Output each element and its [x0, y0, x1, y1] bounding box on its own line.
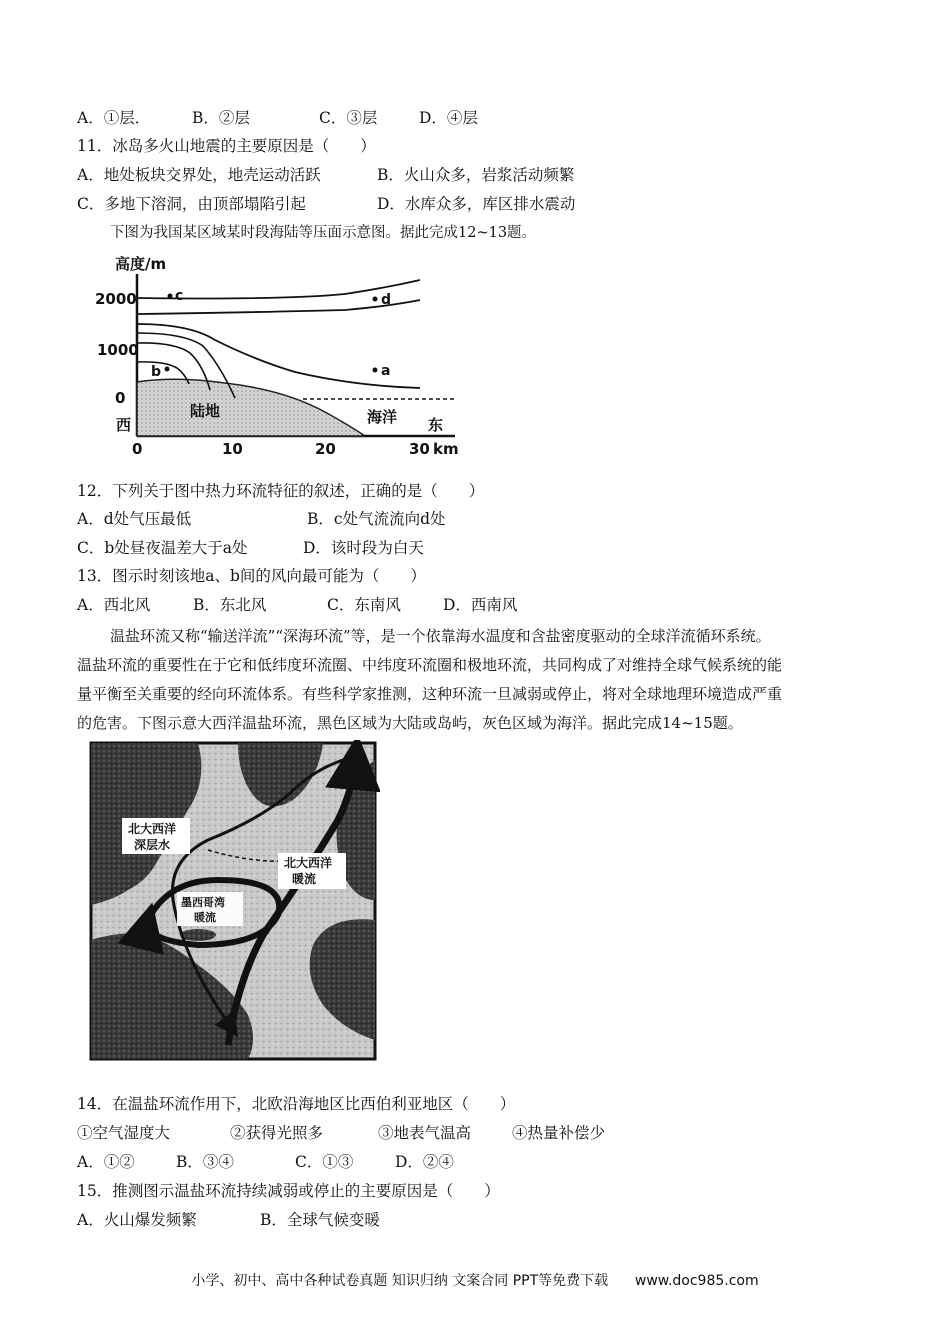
sea-label: 海洋 [367, 408, 398, 426]
q14-item-1: ①空气湿度大 [77, 1124, 171, 1142]
q14-option-c: C．①③ [295, 1153, 354, 1171]
point-d-label: d [381, 292, 392, 308]
q11-stem: 11．冰岛多火山地震的主要原因是（ ） [77, 137, 376, 155]
q11-options-cd [77, 194, 575, 214]
map-caribbean [180, 929, 216, 941]
label-nadw-line1: 北大西洋 [128, 822, 177, 836]
east-label: 东 [428, 416, 444, 434]
q13-options [77, 595, 517, 615]
q14-item-2: ②获得光照多 [230, 1124, 324, 1142]
point-a-dot [373, 368, 378, 373]
x-unit: km [433, 440, 459, 458]
passage [77, 622, 877, 738]
land-label: 陆地 [190, 402, 221, 420]
q15-stem: 15．推测图示温盐环流持续减弱或停止的主要原因是（ ） [77, 1182, 500, 1200]
label-gulf-line2: 暖流 [194, 911, 216, 924]
q13-option-c: C．东南风 [327, 596, 401, 614]
q14-stem: 14．在温盐环流作用下，北欧沿海地区比西伯利亚地区（ ） [77, 1095, 516, 1113]
q14-option-a: A．①② [77, 1153, 135, 1171]
q13-option-b: B．东北风 [193, 596, 267, 614]
isobar-figure [85, 250, 470, 460]
q12-option-a: A．d处气压最低 [77, 510, 192, 528]
passage-line-3: 量平衡至关重要的经向环流体系。有些科学家推测，这种环流一旦减弱或停止，将对全球地理环境造成严重 [77, 685, 783, 703]
q14-item-3: ③地表气温高 [378, 1124, 472, 1142]
q14-option-d: D．②④ [395, 1153, 454, 1171]
x-tick-0: 0 [132, 440, 143, 458]
intro-12-13: 下图为我国某区域某时段海陆等压面示意图。据此完成12~13题。 [110, 225, 537, 241]
label-gulf-line1: 墨西哥湾 [181, 896, 225, 909]
passage-line-4: 的危害。下图示意大西洋温盐环流，黑色区域为大陆或岛屿，灰色区域为海洋。据此完成14~15题。 [77, 714, 743, 732]
point-c-label: c [175, 288, 184, 304]
thermohaline-map [88, 740, 380, 1062]
x-tick-20: 20 [315, 440, 336, 458]
q12-options-cd [77, 538, 424, 558]
footer-text: 小学、初中、高中各种试卷真题 知识归纳 文案合同 PPT等免费下载 [191, 1273, 609, 1289]
q15-option-a: A．火山爆发频繁 [77, 1211, 197, 1229]
point-b-dot [165, 367, 170, 372]
x-tick-10: 10 [222, 440, 243, 458]
y-tick-0: 0 [115, 389, 126, 407]
passage-line-1: 温盐环流又称“输送洋流”“深海环流”等，是一个依靠海水温度和含盐密度驱动的全球洋流循环系统。 [110, 627, 771, 645]
q13-option-a: A．西北风 [77, 596, 151, 614]
label-nadw-line2: 深层水 [134, 838, 171, 852]
passage-line-2: 温盐环流的重要性在于它和低纬度环流圈、中纬度环流圈和极地环流，共同构成了对维持全球气候系统的能 [77, 656, 783, 674]
q14-option-b: B．③④ [176, 1153, 234, 1171]
q12-option-b: B．c处气流流向d处 [307, 510, 446, 528]
q15-options [77, 1210, 380, 1230]
q11-option-c: C．多地下溶洞，由顶部塌陷引起 [77, 195, 306, 213]
q14-item-4: ④热量补偿少 [512, 1124, 606, 1142]
isobar-3 [137, 324, 420, 388]
y-tick-1000: 1000 [97, 341, 139, 359]
y-tick-2000: 2000 [95, 290, 137, 308]
q10-option-d: D．④层 [419, 109, 478, 127]
q12-options-ab [77, 509, 446, 529]
point-b-label: b [151, 364, 162, 380]
q10-option-a: A．①层． [77, 109, 151, 127]
q12-stem: 12．下列关于图中热力环流特征的叙述，正确的是（ ） [77, 482, 485, 500]
label-nac-line1: 北大西洋 [284, 856, 333, 870]
q14-items [77, 1123, 605, 1143]
point-d-dot [373, 297, 378, 302]
q15-option-b: B．全球气候变暖 [260, 1211, 380, 1229]
q11-option-a: A．地处板块交界处，地壳运动活跃 [77, 166, 321, 184]
q12-option-d: D．该时段为白天 [303, 539, 424, 557]
x-tick-30: 30 [409, 440, 430, 458]
q11-option-b: B．火山众多，岩浆活动频繁 [377, 166, 575, 184]
q10-options [77, 108, 478, 128]
label-nac-line2: 暖流 [292, 872, 317, 886]
q10-option-b: B．②层 [192, 109, 250, 127]
q13-stem: 13．图示时刻该地a、b间的风向最可能为（ ） [77, 567, 426, 585]
q11-option-d: D．水库众多，库区排水震动 [377, 195, 576, 213]
q13-option-d: D．西南风 [443, 596, 518, 614]
west-label: 西 [116, 416, 132, 434]
q11-options-ab [77, 165, 574, 185]
land-area [137, 379, 365, 436]
point-c-dot [168, 294, 173, 299]
q12-option-c: C．b处昼夜温差大于a处 [77, 539, 248, 557]
page-footer [0, 1270, 950, 1290]
q14-options [77, 1152, 454, 1172]
point-a-label: a [381, 363, 391, 379]
q10-option-c: C．③层 [319, 109, 378, 127]
y-axis-title: 高度/m [115, 255, 167, 273]
footer-url[interactable]: www.doc985.com [634, 1273, 759, 1289]
